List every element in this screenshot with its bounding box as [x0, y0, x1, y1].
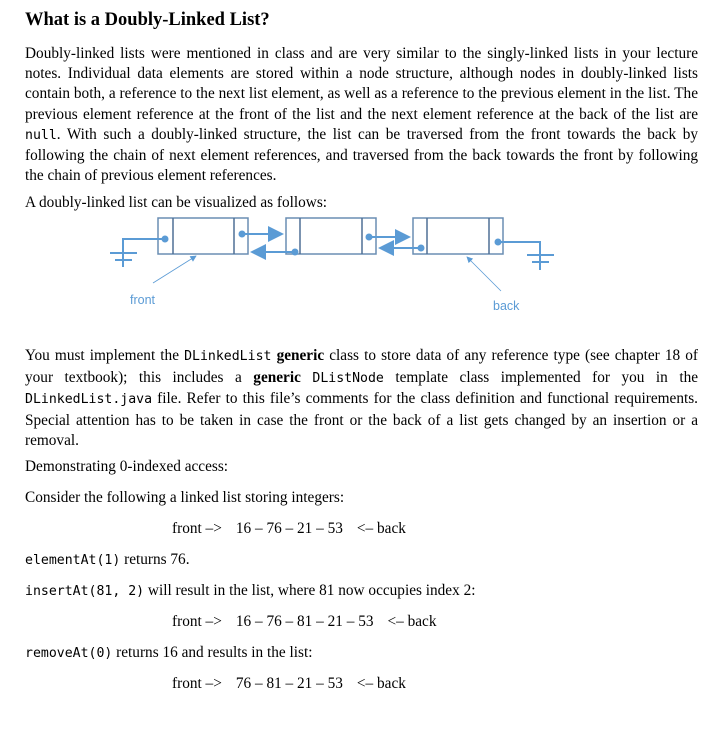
example-list-3: [172, 674, 420, 694]
null-code: null: [25, 127, 57, 143]
dlistnode-code: DListNode: [312, 370, 384, 386]
node-1: [158, 218, 248, 254]
list-values: 16 – 76 – 81 – 21 – 53: [235, 613, 374, 630]
intro-text: Doubly-linked lists were mentioned in class and are very similar to the singly-linked lists in your lecture notes. Individual data elements are stored within a node structure, although nodes in doubly-linked lists contain both, a reference to the next list element, as well as a reference to the previous element in the list. The previous element reference at the front of the list and the next element reference at the back of the list are: [25, 45, 698, 123]
back-pointer-line: [467, 257, 501, 291]
front-marker: front –>: [172, 520, 222, 537]
text: returns 16 and results in the list:: [112, 644, 313, 661]
visualize-caption: A doubly-linked list can be visualized as follows:: [25, 194, 328, 211]
bold-generic: generic: [276, 347, 325, 364]
text: will result in the list, where 81 now occupies index 2:: [144, 582, 476, 599]
node-3: [413, 218, 503, 254]
back-marker: <– back: [356, 520, 406, 537]
list-values: 16 – 76 – 21 – 53: [235, 520, 343, 537]
dlinkedlist-code: DLinkedList: [184, 349, 272, 364]
op-removeat: [25, 643, 698, 664]
back-label: back: [493, 299, 520, 313]
demo-heading: Demonstrating 0-indexed access:: [25, 458, 229, 475]
filename-code: DLinkedList.java: [25, 392, 153, 408]
text: file. Refer to this file’s comments for the class definition and functional requirements. Special attention has to be taken in case the front or the back of a list gets changed by an insertion or a removal.: [25, 390, 698, 450]
code: insertAt(81, 2): [25, 584, 145, 599]
code: elementAt(1): [25, 553, 121, 568]
intro-paragraph: [25, 44, 698, 186]
back-marker: <– back: [387, 613, 437, 630]
page-title: What is a Doubly-Linked List?: [25, 10, 270, 30]
front-label: front: [130, 293, 156, 307]
doubly-linked-list-diagram: [0, 205, 716, 315]
code: removeAt(0): [25, 646, 113, 661]
consider-text: Consider the following a linked list storing integers:: [25, 489, 345, 506]
back-marker: <– back: [356, 675, 406, 692]
text: class to store data of any reference type (see chapter 18 of your textbook); this includes a: [25, 347, 698, 386]
intro-text-end: . With such a doubly-linked structure, the list can be traversed from the front towards the back by following the chain of next element references, and traversed from the back towards the front by following the chain of previous element references.: [25, 125, 698, 185]
front-pointer-line: [153, 256, 196, 283]
example-list-2: [172, 612, 451, 632]
list-values: 76 – 81 – 21 – 53: [235, 675, 343, 692]
text: returns 76.: [120, 551, 190, 568]
front-marker: front –>: [172, 613, 222, 630]
bold-generic: generic: [253, 368, 301, 386]
implementation-paragraph: [25, 346, 698, 452]
text: template class implemented for you in the: [383, 368, 699, 386]
op-insertat: [25, 581, 698, 602]
front-marker: front –>: [172, 675, 222, 692]
text: You must implement the: [25, 347, 185, 364]
example-list-1: [172, 519, 420, 539]
node-2: [286, 218, 376, 254]
op-elementat: [25, 550, 698, 571]
